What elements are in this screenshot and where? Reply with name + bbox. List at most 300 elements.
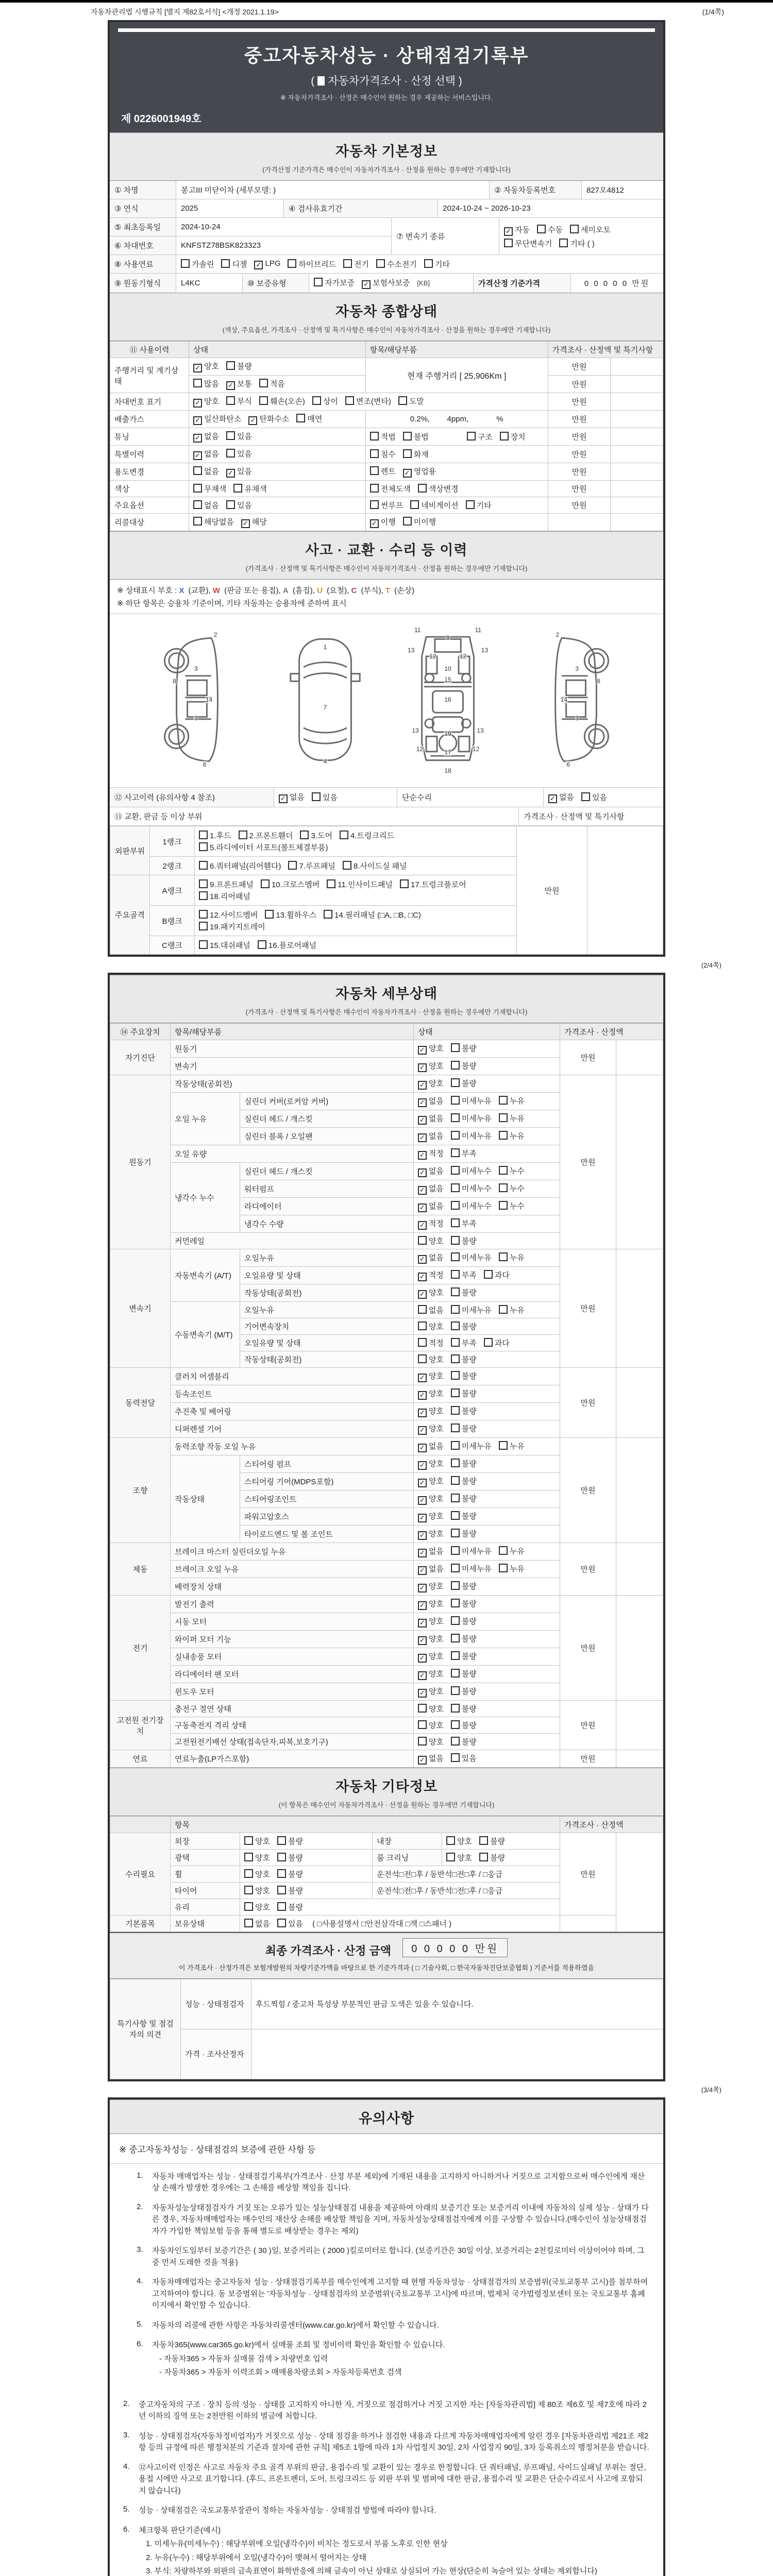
unchecked-checkbox-icon[interactable] bbox=[226, 396, 235, 405]
checkbox-option[interactable]: 썬루프 bbox=[370, 500, 403, 511]
unchecked-checkbox-icon[interactable] bbox=[239, 831, 247, 839]
unchecked-checkbox-icon[interactable] bbox=[451, 1669, 460, 1677]
checkbox-option[interactable]: 없음 bbox=[244, 1918, 270, 1929]
unchecked-checkbox-icon[interactable] bbox=[258, 940, 266, 949]
unchecked-checkbox-icon[interactable] bbox=[403, 517, 412, 526]
unchecked-checkbox-icon[interactable] bbox=[451, 1166, 460, 1175]
unchecked-checkbox-icon[interactable] bbox=[244, 1919, 253, 1927]
unchecked-checkbox-icon[interactable] bbox=[376, 259, 385, 268]
unchecked-checkbox-icon[interactable] bbox=[499, 1131, 508, 1140]
unchecked-checkbox-icon[interactable] bbox=[370, 449, 379, 458]
checkbox-option[interactable]: 17.트렁크플로어 bbox=[400, 879, 466, 890]
checked-checkbox-icon[interactable]: ✓ bbox=[418, 1081, 427, 1090]
unchecked-checkbox-icon[interactable] bbox=[466, 500, 475, 509]
checkbox-option[interactable]: ✓ 양호 bbox=[418, 1668, 444, 1680]
checked-checkbox-icon[interactable]: ✓ bbox=[418, 1566, 427, 1575]
unchecked-checkbox-icon[interactable] bbox=[451, 1529, 460, 1537]
checkbox-option[interactable]: 부족 bbox=[451, 1269, 477, 1280]
checkbox-option[interactable]: 누유 bbox=[499, 1252, 525, 1263]
checkbox-option[interactable]: 렌트 bbox=[370, 466, 396, 477]
checkbox-option[interactable]: 불량 bbox=[277, 1836, 303, 1846]
checkbox-option[interactable]: 16.플로어패널 bbox=[258, 940, 316, 951]
unchecked-checkbox-icon[interactable] bbox=[244, 1853, 253, 1861]
unchecked-checkbox-icon[interactable] bbox=[400, 879, 409, 888]
checkbox-option[interactable]: ✓ 양호 bbox=[418, 1423, 444, 1435]
unchecked-checkbox-icon[interactable] bbox=[199, 891, 208, 900]
unchecked-checkbox-icon[interactable] bbox=[451, 1218, 460, 1227]
checkbox-option[interactable]: 누유 bbox=[499, 1113, 525, 1124]
checkbox-option[interactable]: 도말 bbox=[398, 396, 424, 406]
checkbox-option[interactable]: 2.프론트휀더 bbox=[239, 830, 293, 841]
unchecked-checkbox-icon[interactable] bbox=[451, 1476, 460, 1485]
checkbox-option[interactable]: 누유 bbox=[499, 1304, 525, 1315]
unchecked-checkbox-icon[interactable] bbox=[418, 1354, 427, 1363]
checkbox-option[interactable]: 불량 bbox=[451, 1598, 477, 1609]
checkbox-option[interactable]: ✓ 양호 bbox=[418, 1458, 444, 1470]
checked-checkbox-icon[interactable]: ✓ bbox=[418, 1221, 427, 1230]
checkbox-option[interactable]: ✓ 이행 bbox=[370, 516, 396, 528]
checked-checkbox-icon[interactable]: ✓ bbox=[418, 1514, 427, 1522]
unchecked-checkbox-icon[interactable] bbox=[259, 396, 268, 405]
checked-checkbox-icon[interactable]: ✓ bbox=[418, 1601, 427, 1610]
unchecked-checkbox-icon[interactable] bbox=[193, 466, 202, 475]
checkbox-option[interactable]: ✓ LPG bbox=[254, 259, 280, 269]
unchecked-checkbox-icon[interactable] bbox=[226, 500, 235, 509]
checked-checkbox-icon[interactable]: ✓ bbox=[193, 434, 202, 443]
checkbox-option[interactable]: 세미오토 bbox=[570, 224, 611, 235]
checkbox-option[interactable]: 불량 bbox=[451, 1651, 477, 1662]
unchecked-checkbox-icon[interactable] bbox=[418, 484, 427, 493]
unchecked-checkbox-icon[interactable] bbox=[233, 484, 242, 493]
checkbox-option[interactable]: ✓ 양호 bbox=[418, 1388, 444, 1400]
unchecked-checkbox-icon[interactable] bbox=[451, 1441, 460, 1450]
checkbox-option[interactable]: 없음 bbox=[193, 466, 219, 477]
unchecked-checkbox-icon[interactable] bbox=[504, 239, 513, 247]
checkbox-option[interactable]: 기타 ( ) bbox=[559, 238, 594, 249]
checked-checkbox-icon[interactable]: ✓ bbox=[418, 1151, 427, 1160]
unchecked-checkbox-icon[interactable] bbox=[451, 1459, 460, 1467]
unchecked-checkbox-icon[interactable] bbox=[500, 432, 509, 440]
unchecked-checkbox-icon[interactable] bbox=[314, 278, 323, 286]
unchecked-checkbox-icon[interactable] bbox=[451, 1354, 460, 1363]
checkbox-option[interactable]: 전기 bbox=[343, 259, 369, 269]
checkbox-option[interactable]: 19.패키지트레이 bbox=[199, 921, 265, 932]
checkbox-option[interactable]: ✓ 양호 bbox=[418, 1493, 444, 1505]
checkbox-option[interactable]: ✓ 양호 bbox=[418, 1598, 444, 1610]
checkbox-option[interactable]: 부족 bbox=[451, 1218, 477, 1229]
checked-checkbox-icon[interactable]: ✓ bbox=[418, 1654, 427, 1663]
checkbox-option[interactable]: ✓ 없음 bbox=[418, 1563, 444, 1575]
checkbox-option[interactable]: 13.휠하우스 bbox=[265, 909, 316, 920]
unchecked-checkbox-icon[interactable] bbox=[244, 1886, 253, 1894]
unchecked-checkbox-icon[interactable] bbox=[300, 831, 309, 839]
checkbox-option[interactable]: 불량 bbox=[451, 1633, 477, 1644]
unchecked-checkbox-icon[interactable] bbox=[499, 1096, 508, 1105]
checkbox-option[interactable]: 있음 bbox=[226, 431, 252, 442]
checkbox-option[interactable]: 14.필러패널 (□A, □B, □C) bbox=[324, 909, 421, 920]
checkbox-option[interactable]: ✓ 양호 bbox=[418, 1686, 444, 1698]
checkbox-option[interactable]: 불량 bbox=[277, 1902, 303, 1912]
checkbox-option[interactable]: 침수 bbox=[370, 449, 396, 460]
checked-checkbox-icon[interactable]: ✓ bbox=[418, 1374, 427, 1382]
unchecked-checkbox-icon[interactable] bbox=[499, 1166, 508, 1175]
checked-checkbox-icon[interactable]: ✓ bbox=[418, 1426, 427, 1435]
checkbox-option[interactable]: 가솔린 bbox=[181, 259, 214, 269]
checkbox-option[interactable]: ✓ 없음 bbox=[418, 1546, 444, 1557]
unchecked-checkbox-icon[interactable] bbox=[199, 831, 208, 839]
checkbox-option[interactable]: 하이브리드 bbox=[288, 259, 335, 269]
checkbox-option[interactable]: 양호 bbox=[446, 1836, 472, 1846]
unchecked-checkbox-icon[interactable] bbox=[451, 1043, 460, 1052]
checkbox-option[interactable]: ✓ 일산화탄소 bbox=[193, 413, 241, 425]
checked-checkbox-icon[interactable]: ✓ bbox=[418, 1116, 427, 1125]
checkbox-option[interactable]: ✓ 없음 bbox=[279, 791, 305, 803]
unchecked-checkbox-icon[interactable] bbox=[451, 1546, 460, 1555]
checkbox-option[interactable]: 적정 bbox=[418, 1337, 444, 1348]
checkbox-option[interactable]: 불량 bbox=[451, 1511, 477, 1521]
checkbox-option[interactable]: ✓ 없음 bbox=[548, 791, 574, 803]
checkbox-option[interactable]: 불량 bbox=[451, 1060, 477, 1071]
unchecked-checkbox-icon[interactable] bbox=[451, 1113, 460, 1122]
checkbox-option[interactable]: 구조 bbox=[467, 431, 493, 442]
checkbox-option[interactable]: 불량 bbox=[451, 1616, 477, 1626]
unchecked-checkbox-icon[interactable] bbox=[451, 1599, 460, 1607]
checkbox-option[interactable]: 누유 bbox=[499, 1130, 525, 1141]
checkbox-option[interactable]: 불량 bbox=[451, 1528, 477, 1539]
checkbox-option[interactable]: 불량 bbox=[451, 1720, 477, 1731]
unchecked-checkbox-icon[interactable] bbox=[403, 449, 412, 458]
unchecked-checkbox-icon[interactable] bbox=[451, 1686, 460, 1695]
checkbox-option[interactable]: ✓ 양호 bbox=[418, 1633, 444, 1645]
checkbox-option[interactable]: 불량 bbox=[451, 1287, 477, 1298]
checkbox-option[interactable]: ✓ 있음 bbox=[226, 466, 252, 478]
unchecked-checkbox-icon[interactable] bbox=[451, 1061, 460, 1070]
checkbox-option[interactable]: ✓ 적정 bbox=[418, 1148, 444, 1160]
checked-checkbox-icon[interactable]: ✓ bbox=[418, 1619, 427, 1628]
checkbox-option[interactable]: 자가보증 bbox=[314, 277, 355, 288]
checked-checkbox-icon[interactable]: ✓ bbox=[418, 1444, 427, 1452]
checkbox-option[interactable]: 기타 bbox=[424, 259, 450, 269]
unchecked-checkbox-icon[interactable] bbox=[327, 879, 335, 888]
checkbox-option[interactable]: 많음 bbox=[193, 378, 219, 389]
unchecked-checkbox-icon[interactable] bbox=[343, 861, 351, 870]
checkbox-option[interactable]: 누유 bbox=[499, 1440, 525, 1451]
checkbox-option[interactable]: ✓ 해당 bbox=[241, 516, 267, 528]
unchecked-checkbox-icon[interactable] bbox=[451, 1720, 460, 1729]
unchecked-checkbox-icon[interactable] bbox=[451, 1616, 460, 1625]
checkbox-option[interactable]: ✓ 양호 bbox=[193, 396, 219, 408]
checked-checkbox-icon[interactable]: ✓ bbox=[418, 1098, 427, 1107]
unchecked-checkbox-icon[interactable] bbox=[324, 910, 332, 919]
checkbox-option[interactable]: 부식 bbox=[226, 396, 252, 406]
checkbox-option[interactable]: 없음 bbox=[193, 500, 219, 511]
checkbox-option[interactable]: 미세누유 bbox=[451, 1113, 492, 1124]
unchecked-checkbox-icon[interactable] bbox=[244, 1869, 253, 1878]
checkbox-option[interactable]: 18.리어패널 bbox=[199, 891, 250, 902]
checkbox-option[interactable]: ✓ 없음 bbox=[418, 1113, 444, 1125]
checkbox-option[interactable]: 불량 bbox=[479, 1852, 505, 1863]
checkbox-option[interactable]: ✓ 없음 bbox=[418, 1165, 444, 1177]
checkbox-option[interactable]: 불량 bbox=[451, 1476, 477, 1486]
unchecked-checkbox-icon[interactable] bbox=[418, 1338, 427, 1347]
checkbox-option[interactable]: 미세누수 bbox=[451, 1165, 492, 1176]
unchecked-checkbox-icon[interactable] bbox=[277, 1869, 286, 1878]
unchecked-checkbox-icon[interactable] bbox=[451, 1371, 460, 1380]
unchecked-checkbox-icon[interactable] bbox=[418, 1321, 427, 1330]
unchecked-checkbox-icon[interactable] bbox=[199, 910, 208, 919]
checkbox-option[interactable]: 변조(변타) bbox=[345, 396, 391, 406]
checkbox-option[interactable]: 불량 bbox=[451, 1458, 477, 1469]
unchecked-checkbox-icon[interactable] bbox=[244, 1836, 253, 1845]
checkbox-option[interactable]: 불량 bbox=[226, 361, 252, 371]
unchecked-checkbox-icon[interactable] bbox=[451, 1737, 460, 1745]
checkbox-option[interactable]: ✓ 없음 bbox=[418, 1753, 444, 1765]
checked-checkbox-icon[interactable]: ✓ bbox=[418, 1584, 427, 1592]
checkbox-option[interactable]: 부족 bbox=[451, 1148, 477, 1159]
unchecked-checkbox-icon[interactable] bbox=[451, 1252, 460, 1261]
checked-checkbox-icon[interactable]: ✓ bbox=[418, 1479, 427, 1487]
checkbox-option[interactable]: ✓ 보험사보증 bbox=[362, 277, 410, 289]
checkbox-option[interactable]: 불량 bbox=[451, 1668, 477, 1679]
checkbox-option[interactable]: 미세누수 bbox=[451, 1183, 492, 1194]
checkbox-option[interactable]: 미세누유 bbox=[451, 1563, 492, 1574]
checkbox-option[interactable]: 6.쿼터패널(리어휀다) bbox=[199, 860, 281, 871]
checked-checkbox-icon[interactable]: ✓ bbox=[193, 451, 202, 460]
unchecked-checkbox-icon[interactable] bbox=[446, 1836, 455, 1845]
unchecked-checkbox-icon[interactable] bbox=[418, 1236, 427, 1245]
checkbox-option[interactable]: ✓ 양호 bbox=[418, 1043, 444, 1055]
checkbox-option[interactable]: 불량 bbox=[451, 1736, 477, 1747]
unchecked-checkbox-icon[interactable] bbox=[451, 1511, 460, 1520]
unchecked-checkbox-icon[interactable] bbox=[499, 1564, 508, 1572]
unchecked-checkbox-icon[interactable] bbox=[446, 1853, 455, 1861]
checked-checkbox-icon[interactable]: ✓ bbox=[418, 1549, 427, 1557]
unchecked-checkbox-icon[interactable] bbox=[451, 1096, 460, 1105]
checked-checkbox-icon[interactable]: ✓ bbox=[418, 1290, 427, 1299]
checkbox-option[interactable]: 불량 bbox=[479, 1836, 505, 1846]
checkbox-option[interactable]: 양호 bbox=[418, 1321, 444, 1332]
checkbox-option[interactable]: 누수 bbox=[499, 1165, 525, 1176]
checkbox-option[interactable]: 양호 bbox=[244, 1885, 270, 1896]
checkbox-option[interactable]: 불량 bbox=[451, 1581, 477, 1591]
unchecked-checkbox-icon[interactable] bbox=[398, 396, 407, 405]
checkbox-option[interactable]: 미세누유 bbox=[451, 1304, 492, 1315]
checkbox-option[interactable]: 수소전기 bbox=[376, 259, 417, 269]
checkbox-option[interactable]: 네비게이션 bbox=[410, 500, 458, 511]
unchecked-checkbox-icon[interactable] bbox=[181, 259, 190, 268]
checked-checkbox-icon[interactable]: ✓ bbox=[418, 1496, 427, 1505]
checked-checkbox-icon[interactable]: ✓ bbox=[418, 1255, 427, 1264]
unchecked-checkbox-icon[interactable] bbox=[451, 1406, 460, 1415]
checkbox-option[interactable]: 무단변속기 bbox=[504, 238, 552, 249]
checked-checkbox-icon[interactable]: ✓ bbox=[226, 469, 235, 478]
unchecked-checkbox-icon[interactable] bbox=[199, 922, 208, 930]
checkbox-option[interactable]: 무채색 bbox=[193, 483, 226, 494]
checkbox-option[interactable]: ✓ 양호 bbox=[418, 1370, 444, 1382]
checked-checkbox-icon[interactable]: ✓ bbox=[418, 1409, 427, 1417]
checkbox-option[interactable]: 과다 bbox=[484, 1337, 510, 1348]
checkbox-option[interactable]: 양호 bbox=[418, 1235, 444, 1246]
unchecked-checkbox-icon[interactable] bbox=[570, 225, 579, 233]
unchecked-checkbox-icon[interactable] bbox=[451, 1564, 460, 1572]
checkbox-option[interactable]: 있음 bbox=[312, 792, 338, 803]
checkbox-option[interactable]: 불량 bbox=[451, 1388, 477, 1399]
checkbox-option[interactable]: 디젤 bbox=[221, 259, 247, 269]
unchecked-checkbox-icon[interactable] bbox=[277, 1886, 286, 1894]
checkbox-option[interactable]: 불량 bbox=[451, 1370, 477, 1381]
checkbox-option[interactable]: 미이행 bbox=[403, 516, 436, 527]
checkbox-option[interactable]: 화재 bbox=[403, 449, 429, 460]
checkbox-option[interactable]: ✓ 없음 bbox=[418, 1200, 444, 1212]
checked-checkbox-icon[interactable]: ✓ bbox=[418, 1168, 427, 1177]
checkbox-option[interactable]: ✓ 양호 bbox=[418, 1078, 444, 1090]
checkbox-option[interactable]: ✓ 없음 bbox=[193, 448, 219, 460]
checkbox-option[interactable]: 양호 bbox=[418, 1703, 444, 1714]
checkbox-option[interactable]: 있음 bbox=[277, 1918, 303, 1929]
checkbox-option[interactable]: 장치 bbox=[500, 431, 526, 442]
checkbox-option[interactable]: 양호 bbox=[418, 1736, 444, 1747]
checkbox-option[interactable]: ✓ 양호 bbox=[418, 1405, 444, 1417]
checkbox-option[interactable]: ✓ 없음 bbox=[418, 1183, 444, 1195]
checked-checkbox-icon[interactable]: ✓ bbox=[370, 519, 379, 528]
unchecked-checkbox-icon[interactable] bbox=[451, 1581, 460, 1590]
checkbox-option[interactable]: 불량 bbox=[451, 1423, 477, 1434]
unchecked-checkbox-icon[interactable] bbox=[199, 940, 208, 949]
unchecked-checkbox-icon[interactable] bbox=[581, 792, 590, 801]
checked-checkbox-icon[interactable]: ✓ bbox=[418, 1273, 427, 1281]
checkbox-option[interactable]: 불량 bbox=[451, 1078, 477, 1089]
checkbox-option[interactable]: 수동 bbox=[537, 224, 563, 235]
checkbox-option[interactable]: 적음 bbox=[259, 378, 285, 389]
unchecked-checkbox-icon[interactable] bbox=[479, 1853, 488, 1861]
checked-checkbox-icon[interactable]: ✓ bbox=[418, 1636, 427, 1645]
unchecked-checkbox-icon[interactable] bbox=[193, 517, 202, 526]
checkbox-option[interactable]: 누수 bbox=[499, 1200, 525, 1211]
unchecked-checkbox-icon[interactable] bbox=[451, 1148, 460, 1157]
checked-checkbox-icon[interactable]: ✓ bbox=[548, 794, 557, 803]
checkbox-option[interactable]: 미세누유 bbox=[451, 1252, 492, 1263]
checkbox-option[interactable]: ✓ 양호 bbox=[418, 1528, 444, 1540]
checked-checkbox-icon[interactable]: ✓ bbox=[193, 416, 202, 425]
unchecked-checkbox-icon[interactable] bbox=[451, 1201, 460, 1210]
unchecked-checkbox-icon[interactable] bbox=[370, 500, 379, 509]
checkbox-option[interactable]: ✓ 없음 bbox=[418, 1130, 444, 1142]
checkbox-option[interactable]: 양호 bbox=[418, 1720, 444, 1731]
checkbox-option[interactable]: 상이 bbox=[312, 396, 338, 406]
checkbox-option[interactable]: 미세누유 bbox=[451, 1440, 492, 1451]
checkbox-option[interactable]: ✓ 양호 bbox=[418, 1060, 444, 1072]
checkbox-option[interactable]: ✓ 탄화수소 bbox=[248, 413, 289, 425]
checkbox-option[interactable]: 8.사이드실 패널 bbox=[343, 860, 407, 871]
unchecked-checkbox-icon[interactable] bbox=[451, 1270, 460, 1279]
checked-checkbox-icon[interactable]: ✓ bbox=[403, 469, 412, 478]
unchecked-checkbox-icon[interactable] bbox=[193, 484, 202, 493]
unchecked-checkbox-icon[interactable] bbox=[288, 259, 296, 268]
checkbox-option[interactable]: ✓ 양호 bbox=[418, 1651, 444, 1663]
checked-checkbox-icon[interactable]: ✓ bbox=[362, 280, 371, 289]
unchecked-checkbox-icon[interactable] bbox=[424, 259, 433, 268]
checked-checkbox-icon[interactable]: ✓ bbox=[418, 1204, 427, 1212]
unchecked-checkbox-icon[interactable] bbox=[451, 1753, 460, 1762]
unchecked-checkbox-icon[interactable] bbox=[277, 1902, 286, 1911]
unchecked-checkbox-icon[interactable] bbox=[277, 1919, 286, 1927]
unchecked-checkbox-icon[interactable] bbox=[226, 449, 235, 457]
unchecked-checkbox-icon[interactable] bbox=[340, 831, 348, 839]
checkbox-option[interactable]: 11.인사이드패널 bbox=[327, 879, 393, 890]
checkbox-option[interactable]: 색상변경 bbox=[418, 483, 459, 494]
checkbox-option[interactable]: ✓ 적정 bbox=[418, 1218, 444, 1230]
checkbox-option[interactable]: 훼손(오손) bbox=[259, 396, 305, 406]
unchecked-checkbox-icon[interactable] bbox=[418, 1720, 427, 1729]
unchecked-checkbox-icon[interactable] bbox=[403, 432, 412, 440]
checkbox-option[interactable]: 불량 bbox=[451, 1235, 477, 1246]
unchecked-checkbox-icon[interactable] bbox=[410, 500, 419, 509]
unchecked-checkbox-icon[interactable] bbox=[499, 1546, 508, 1555]
checkbox-option[interactable]: ✓ 양호 bbox=[418, 1287, 444, 1299]
checkbox-option[interactable]: ✓ 없음 bbox=[193, 431, 219, 443]
checkbox-option[interactable]: 불량 bbox=[451, 1321, 477, 1332]
checkbox-option[interactable]: 불량 bbox=[451, 1405, 477, 1416]
unchecked-checkbox-icon[interactable] bbox=[277, 1853, 286, 1861]
unchecked-checkbox-icon[interactable] bbox=[370, 466, 379, 475]
unchecked-checkbox-icon[interactable] bbox=[451, 1651, 460, 1660]
checkbox-option[interactable]: 전체도색 bbox=[370, 483, 411, 494]
unchecked-checkbox-icon[interactable] bbox=[193, 500, 202, 509]
checkbox-option[interactable]: ✓ 양호 bbox=[418, 1616, 444, 1628]
unchecked-checkbox-icon[interactable] bbox=[312, 396, 321, 405]
unchecked-checkbox-icon[interactable] bbox=[370, 484, 379, 493]
unchecked-checkbox-icon[interactable] bbox=[418, 1737, 427, 1745]
checked-checkbox-icon[interactable]: ✓ bbox=[193, 399, 202, 408]
checkbox-option[interactable]: ✓ 적정 bbox=[418, 1269, 444, 1281]
unchecked-checkbox-icon[interactable] bbox=[499, 1305, 508, 1314]
unchecked-checkbox-icon[interactable] bbox=[484, 1338, 493, 1347]
checkbox-option[interactable]: 양호 bbox=[244, 1902, 270, 1912]
checkbox-option[interactable]: 7.루프패널 bbox=[288, 860, 335, 871]
checked-checkbox-icon[interactable]: ✓ bbox=[418, 1461, 427, 1470]
checkbox-option[interactable]: 양호 bbox=[446, 1852, 472, 1863]
unchecked-checkbox-icon[interactable] bbox=[296, 414, 305, 422]
unchecked-checkbox-icon[interactable] bbox=[261, 879, 270, 888]
unchecked-checkbox-icon[interactable] bbox=[451, 1305, 460, 1314]
checkbox-option[interactable]: ✓ 양호 bbox=[418, 1511, 444, 1522]
unchecked-checkbox-icon[interactable] bbox=[418, 1305, 427, 1314]
unchecked-checkbox-icon[interactable] bbox=[343, 259, 352, 268]
unchecked-checkbox-icon[interactable] bbox=[484, 1270, 493, 1279]
unchecked-checkbox-icon[interactable] bbox=[193, 379, 202, 387]
unchecked-checkbox-icon[interactable] bbox=[418, 1704, 427, 1713]
unchecked-checkbox-icon[interactable] bbox=[451, 1131, 460, 1140]
checkbox-option[interactable]: ✓ 영업용 bbox=[403, 466, 436, 478]
unchecked-checkbox-icon[interactable] bbox=[537, 225, 546, 233]
unchecked-checkbox-icon[interactable] bbox=[451, 1078, 460, 1087]
unchecked-checkbox-icon[interactable] bbox=[259, 379, 268, 387]
checkbox-option[interactable]: 3.도어 bbox=[300, 830, 332, 841]
checkbox-option[interactable]: 양호 bbox=[244, 1836, 270, 1846]
checked-checkbox-icon[interactable]: ✓ bbox=[418, 1186, 427, 1195]
checked-checkbox-icon[interactable]: ✓ bbox=[241, 519, 250, 528]
checkbox-option[interactable]: 누수 bbox=[499, 1183, 525, 1194]
checked-checkbox-icon[interactable]: ✓ bbox=[504, 227, 513, 236]
checkbox-option[interactable]: 부족 bbox=[451, 1337, 477, 1348]
checked-checkbox-icon[interactable]: ✓ bbox=[418, 1531, 427, 1540]
unchecked-checkbox-icon[interactable] bbox=[221, 259, 230, 268]
checkbox-option[interactable]: 있음 bbox=[581, 792, 607, 803]
checkbox-option[interactable]: 미세누수 bbox=[451, 1200, 492, 1211]
checkbox-option[interactable]: 불법 bbox=[403, 431, 429, 442]
unchecked-checkbox-icon[interactable] bbox=[451, 1423, 460, 1432]
checkbox-option[interactable]: 불량 bbox=[451, 1043, 477, 1054]
